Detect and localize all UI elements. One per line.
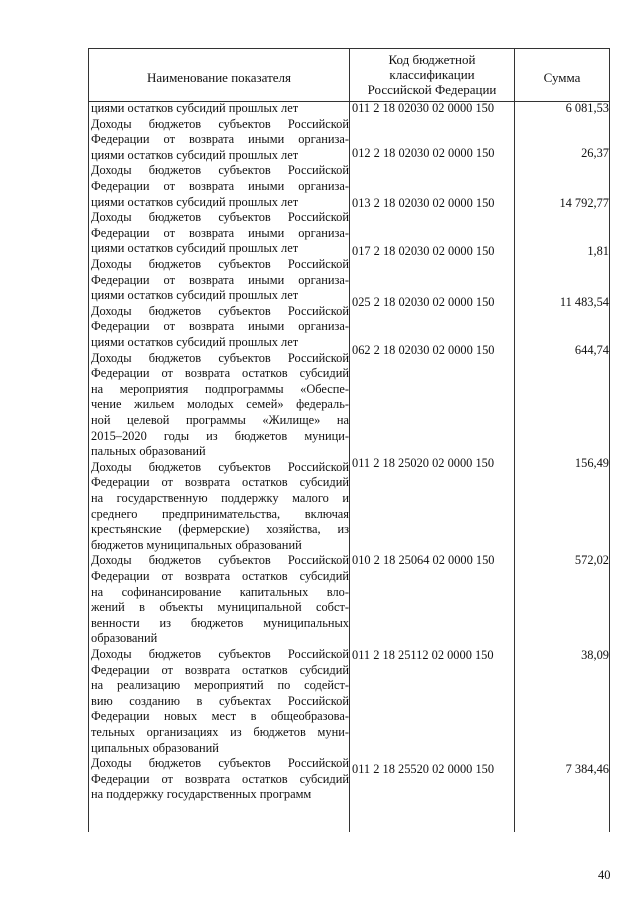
row-sum: 572,02 [574, 553, 609, 567]
row-name-line: циями остатков субсидий прошлых лет [91, 288, 299, 303]
row-name-line: Федерации от возврата остатков субсидий [91, 662, 349, 677]
row-name-line: на мероприятия подпрограммы «Обеспе- [91, 381, 349, 396]
row-name-line: пальных образований [91, 444, 206, 459]
row-name [91, 117, 349, 164]
row-name-line: тельных организациях из бюджетов муни- [91, 724, 349, 739]
row-name-line: Федерации от возврата остатков субсидий [91, 771, 349, 786]
row-name-line: Доходы бюджетов субъектов Российской [91, 163, 349, 178]
row-name-line: жений в объекты муниципальной собст- [91, 600, 349, 615]
row-name-line: на государственную поддержку малого и [91, 490, 349, 505]
row-name [91, 163, 349, 210]
row-name-line: ципальных образований [91, 740, 219, 755]
row-name-line: Доходы бюджетов субъектов Российской [91, 647, 349, 661]
row-name-line: Доходы бюджетов субъектов Российской [91, 210, 349, 225]
row-name-line: Доходы бюджетов субъектов Российской [91, 303, 349, 318]
row-name-line: 2015–2020 годы из бюджетов муници- [91, 428, 349, 443]
row-name-line: циями остатков субсидий прошлых лет [91, 241, 299, 256]
row-name-line: Доходы бюджетов субъектов Российской [91, 756, 349, 771]
row-name-line: Доходы бюджетов субъектов Российской [91, 350, 349, 365]
row-code: 011 2 18 25020 02 0000 150 [352, 456, 495, 470]
row-name-line: Доходы бюджетов субъектов Российской [91, 257, 349, 271]
header-name [89, 70, 349, 85]
header-code [350, 52, 514, 97]
row-sum: 6 081,53 [565, 101, 609, 115]
row-code: 011 2 18 25112 02 0000 150 [352, 648, 494, 662]
header-sum [515, 70, 609, 85]
header-code-line-1: Код бюджетной [388, 52, 476, 67]
row-name-line: ной целевой программы «Жилище» на [91, 412, 349, 427]
column-divider-code [349, 48, 350, 832]
row-name-line: циями остатков субсидий прошлых лет [91, 101, 299, 115]
row-name-line: Федерации от возврата остатков субсидий [91, 568, 349, 583]
row-name-line: Федерации новых мест в общеобразова- [91, 709, 349, 724]
row-name-line: циями остатков субсидий прошлых лет [91, 334, 299, 349]
row-name [91, 304, 349, 351]
row-sum: 11 483,54 [559, 295, 609, 309]
header-sum-label: Сумма [543, 70, 581, 85]
row-name-line: венности из бюджетов муниципальных [91, 615, 349, 630]
header-name-label: Наименование показателя [146, 70, 292, 85]
row-name [91, 257, 349, 304]
row-name-line: среднего предпринимательства, включая [91, 506, 349, 521]
row-name-line: циями остатков субсидий прошлых лет [91, 194, 299, 209]
row-name-line: циями остатков субсидий прошлых лет [91, 147, 299, 162]
row-name-line: Федерации от возврата иными организа- [91, 272, 349, 287]
row-name-line: чение жильем молодых семей» федераль- [91, 397, 349, 412]
row-sum: 38,09 [581, 648, 609, 662]
row-sum: 644,74 [574, 343, 609, 357]
row-name-line: Федерации от возврата иными организа- [91, 319, 349, 334]
row-name-line: образований [91, 631, 158, 646]
header-code-line-3: Российской Федерации [367, 82, 497, 97]
row-name-line: вию созданию в субъектах Российской [91, 693, 349, 708]
row-name-line: бюджетов муниципальных образований [91, 537, 302, 552]
table-left-border [88, 48, 89, 832]
row-sum: 156,49 [574, 456, 609, 470]
row-name [91, 101, 349, 117]
row-code: 062 2 18 02030 02 0000 150 [352, 343, 495, 357]
row-sum: 14 792,77 [559, 196, 609, 210]
row-name-line: Доходы бюджетов субъектов Российской [91, 553, 349, 568]
page-number: 40 [598, 868, 611, 882]
row-name [91, 210, 349, 257]
row-code: 025 2 18 02030 02 0000 150 [352, 295, 495, 309]
row-name [91, 553, 349, 647]
row-code: 013 2 18 02030 02 0000 150 [352, 196, 495, 210]
row-code: 011 2 18 25520 02 0000 150 [352, 762, 495, 776]
row-name-line: Федерации от возврата остатков субсидий [91, 366, 349, 381]
row-name-line: Федерации от возврата иными организа- [91, 178, 349, 193]
row-name-line: Доходы бюджетов субъектов Российской [91, 116, 349, 131]
row-name-line: на софинансирование капитальных вло- [91, 584, 349, 599]
table-right-border [609, 48, 610, 832]
row-name [91, 756, 349, 803]
row-name-line: на поддержку государственных программ [91, 787, 312, 802]
row-name-line: Доходы бюджетов субъектов Российской [91, 459, 349, 474]
row-sum: 26,37 [581, 146, 609, 160]
row-name-line: Федерации от возврата иными организа- [91, 225, 349, 240]
row-name-line: Федерации от возврата иными организа- [91, 132, 349, 147]
column-divider-sum [514, 48, 515, 832]
row-code: 010 2 18 25064 02 0000 150 [352, 553, 495, 567]
row-code: 011 2 18 02030 02 0000 150 [352, 101, 495, 115]
row-code: 017 2 18 02030 02 0000 150 [352, 244, 495, 258]
row-code: 012 2 18 02030 02 0000 150 [352, 146, 495, 160]
header-code-line-2: классификации [389, 67, 475, 82]
row-name [91, 460, 349, 554]
row-name-line: на реализацию мероприятий по содейст- [91, 678, 349, 693]
row-name-line: крестьянские (фермерские) хозяйства, из [91, 522, 349, 537]
row-name-line: Федерации от возврата остатков субсидий [91, 475, 349, 490]
row-sum: 7 384,46 [565, 762, 609, 776]
row-name [91, 647, 349, 756]
row-sum: 1,81 [587, 244, 609, 258]
row-name [91, 351, 349, 460]
